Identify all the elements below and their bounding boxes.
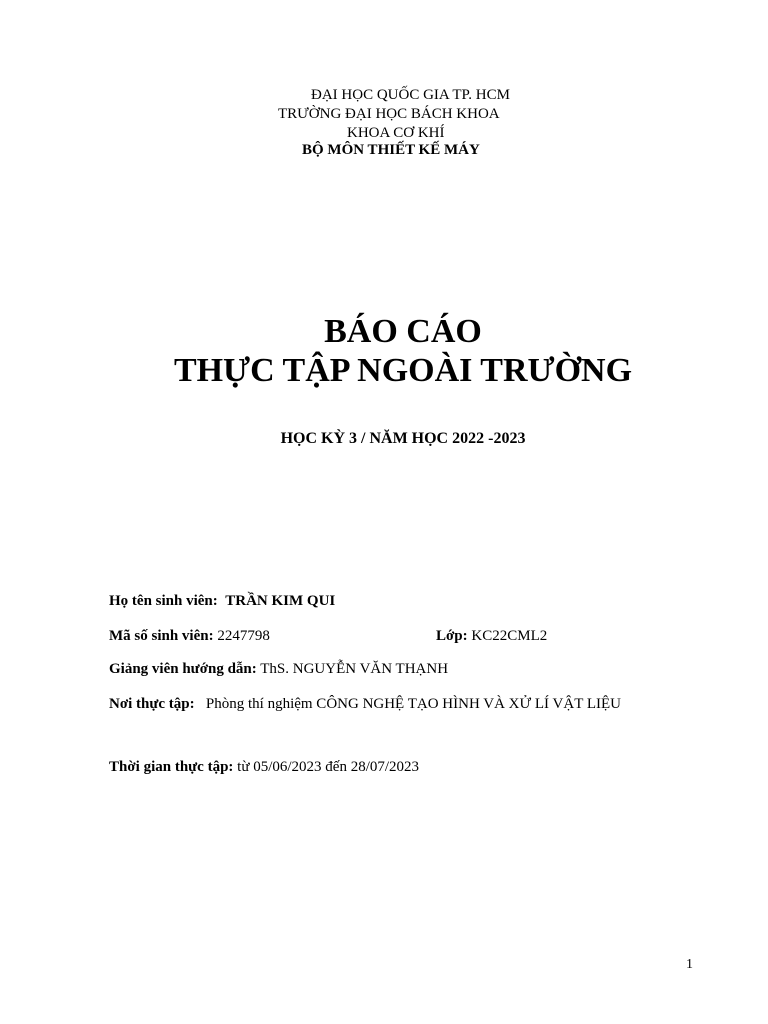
- report-subtitle: THỰC TẬP NGOÀI TRƯỜNG: [173, 352, 633, 389]
- report-title: BÁO CÁO: [324, 313, 482, 350]
- advisor-value: ThS. NGUYỄN VĂN THẠNH: [260, 661, 449, 677]
- student-id-label: Mã số sinh viên:: [109, 628, 214, 644]
- student-id-value: 2247798: [217, 628, 270, 644]
- semester-line: HỌC KỲ 3 / NĂM HỌC 2022 -2023: [280, 430, 526, 447]
- advisor-row: [109, 659, 448, 679]
- class-value: KC22CML2: [471, 628, 548, 644]
- internship-place-value: Phòng thí nghiệm CÔNG NGHỆ TẠO HÌNH VÀ XỬ LÍ VẬT LIỆU: [205, 696, 621, 712]
- student-name-value: TRẦN KIM QUI: [225, 593, 336, 609]
- faculty-name: KHOA CƠ KHÍ: [347, 125, 445, 141]
- student-name-label: Họ tên sinh viên:: [109, 593, 218, 609]
- internship-time-label: Thời gian thực tập:: [109, 759, 234, 775]
- internship-time-value: từ 05/06/2023 đến 28/07/2023: [237, 759, 420, 775]
- student-id-row: [109, 626, 270, 646]
- advisor-label: Giảng viên hướng dẫn:: [109, 661, 257, 677]
- page-number: 1: [686, 957, 693, 972]
- class-label: Lớp:: [436, 628, 468, 644]
- class-row: [436, 626, 547, 646]
- internship-place-label: Nơi thực tập:: [109, 696, 195, 712]
- internship-time-row: [109, 757, 419, 777]
- university-name: ĐẠI HỌC QUỐC GIA TP. HCM: [311, 87, 510, 103]
- internship-place-row: [109, 691, 691, 717]
- department-name: BỘ MÔN THIẾT KẾ MÁY: [302, 142, 480, 158]
- school-name: TRƯỜNG ĐẠI HỌC BÁCH KHOA: [278, 106, 500, 122]
- student-name-row: [109, 591, 335, 611]
